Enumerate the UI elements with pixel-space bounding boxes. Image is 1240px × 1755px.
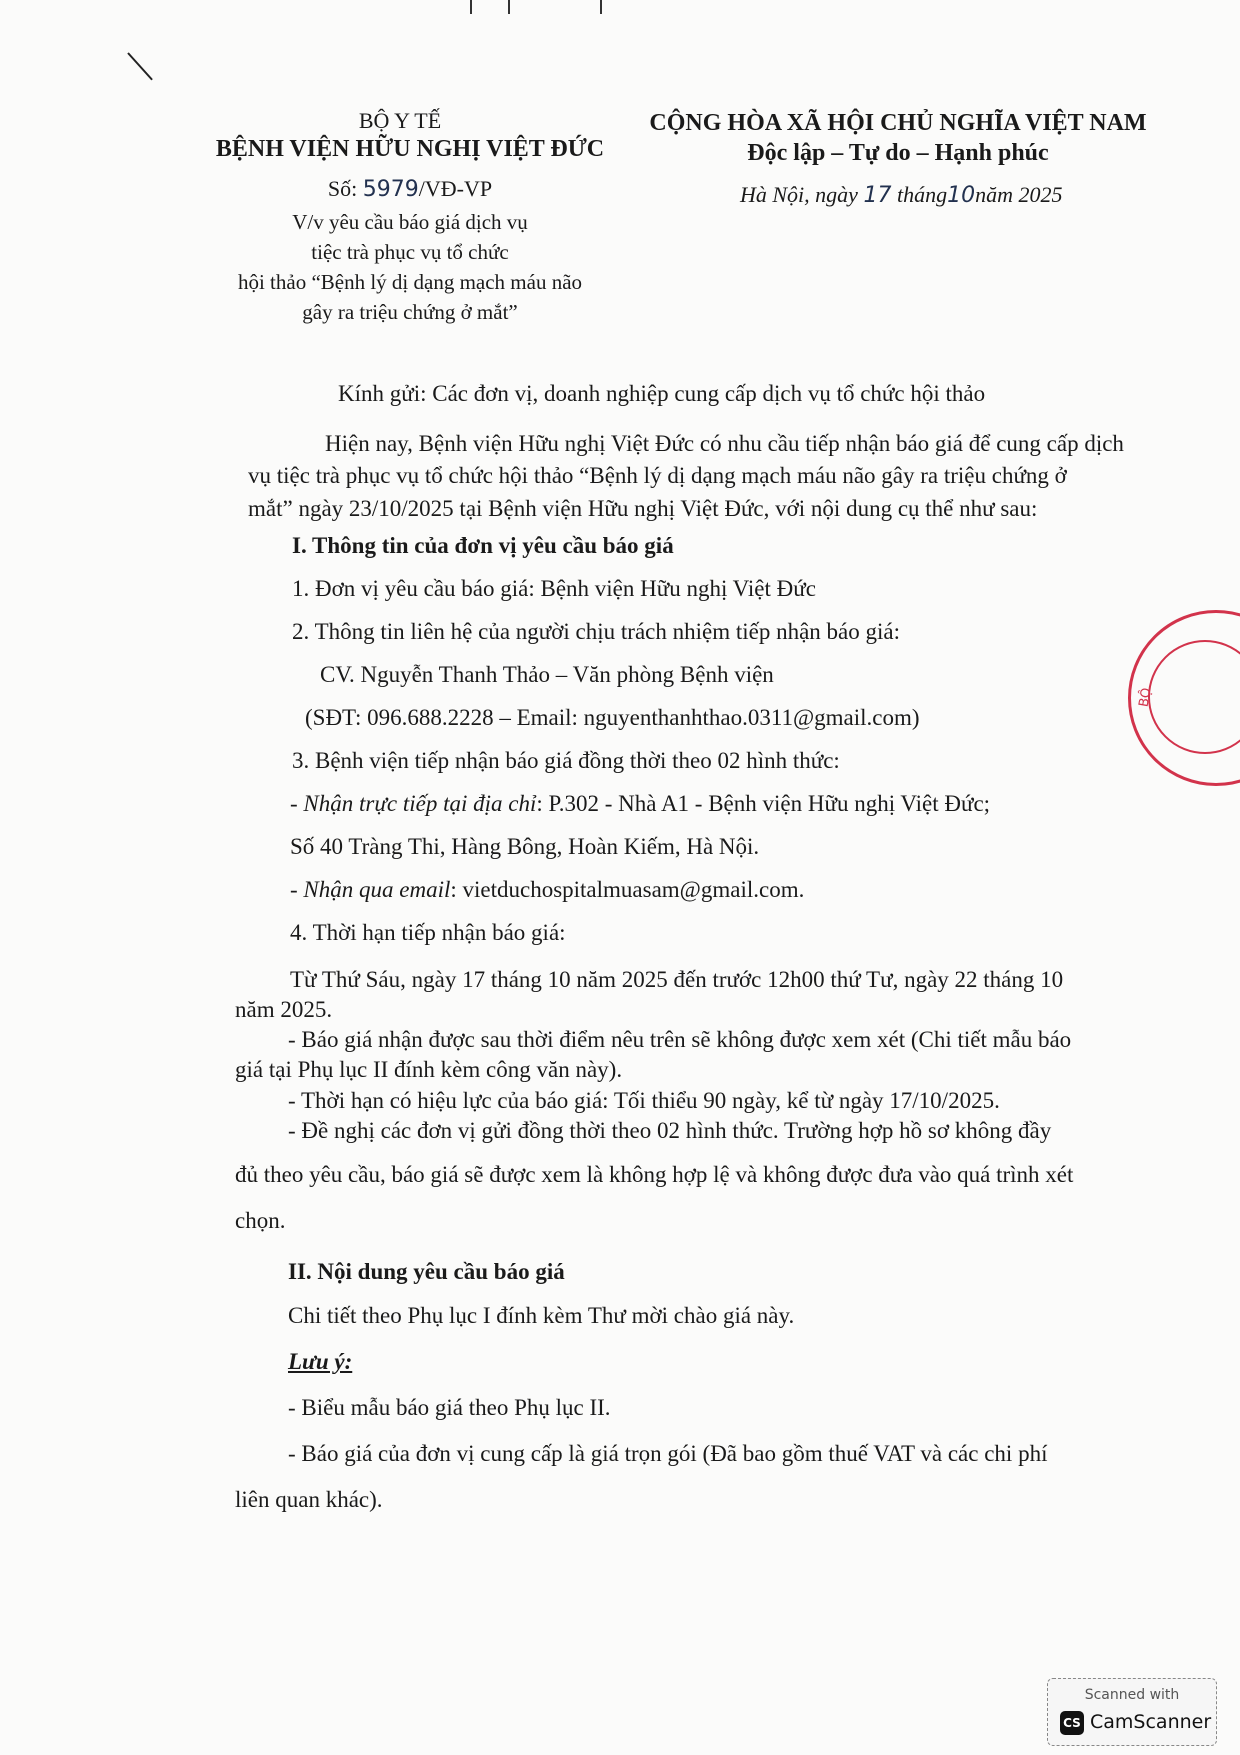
doc-no-handwritten: 5979 [362, 177, 419, 202]
ministry-name: BỘ Y TẾ [358, 108, 442, 133]
camscanner-name: CamScanner [1090, 1711, 1212, 1733]
contact-info: (SĐT: 096.688.2228 – Email: nguyenthanhthao.0311@gmail.com) [305, 705, 920, 730]
email-label: - Nhận qua email [290, 877, 451, 902]
section-1-item-4: 4. Thời hạn tiếp nhận báo giá: [290, 920, 566, 945]
section-1-item-2: 2. Thông tin liên hệ của người chịu trách nhiệm tiếp nhận báo giá: [292, 619, 900, 644]
suggest-line-3: chọn. [235, 1208, 286, 1233]
direct-value: : P.302 - Nhà A1 - Bệnh viện Hữu nghị Việt Đức; [536, 791, 991, 816]
date-day-handwritten: 17 [863, 183, 892, 208]
note-label: Lưu ý: [288, 1349, 353, 1374]
subject-line-3: hội thảo “Bệnh lý dị dạng mạch máu não [237, 270, 583, 294]
note-line-2: - Báo giá của đơn vị cung cấp là giá trọn gói (Đã bao gồm thuế VAT và các chi phí [288, 1441, 1048, 1466]
section-2-heading: II. Nội dung yêu cầu báo giá [288, 1259, 565, 1284]
late-line-2: giá tại Phụ lục II đính kèm công văn này). [235, 1057, 623, 1082]
intro-line-3: mắt” ngày 23/10/2025 tại Bệnh viện Hữu nghị Việt Đức, với nội dung cụ thể như sau: [248, 496, 1038, 521]
official-stamp-text: BỘ [1136, 686, 1155, 709]
doc-no-label: Số: [327, 176, 363, 201]
salutation: Kính gửi: Các đơn vị, doanh nghiệp cung cấp dịch vụ tổ chức hội thảo [338, 381, 986, 406]
document-number [200, 176, 620, 202]
suggest-line-1: - Đề nghị các đơn vị gửi đồng thời theo 02 hình thức. Trường hợp hồ sơ không đầy [288, 1118, 1052, 1143]
direct-label: - Nhận trực tiếp tại địa chỉ [290, 791, 537, 816]
validity-line: - Thời hạn có hiệu lực của báo giá: Tối thiểu 90 ngày, kể từ ngày 17/10/2025. [288, 1088, 1000, 1113]
late-line-1: - Báo giá nhận được sau thời điểm nêu trên sẽ không được xem xét (Chi tiết mẫu báo [288, 1027, 1072, 1052]
direct-delivery [290, 791, 990, 817]
camscanner-logo-icon: CS [1060, 1711, 1084, 1735]
doc-no-suffix: /VĐ-VP [418, 176, 493, 201]
contact-name: CV. Nguyễn Thanh Thảo – Văn phòng Bệnh viện [320, 662, 774, 687]
deadline-line-1: Từ Thứ Sáu, ngày 17 tháng 10 năm 2025 đến trước 12h00 thứ Tư, ngày 22 tháng 10 [290, 967, 1064, 992]
email-value: : vietduchospitalmuasam@gmail.com. [450, 877, 805, 902]
country-name: CỘNG HÒA XÃ HỘI CHỦ NGHĨA VIỆT NAM [649, 110, 1147, 136]
issue-date [740, 182, 1062, 208]
section-1-item-3: 3. Bệnh viện tiếp nhận báo giá đồng thời theo 02 hình thức: [292, 748, 840, 773]
suggest-line-2: đủ theo yêu cầu, báo giá sẽ được xem là không hợp lệ và không được đưa vào quá trình xét [235, 1162, 1074, 1187]
intro-line-1: Hiện nay, Bệnh viện Hữu nghị Việt Đức có nhu cầu tiếp nhận báo giá để cung cấp dịch [325, 431, 1124, 456]
national-motto: Độc lập – Tự do – Hạnh phúc [747, 140, 1049, 166]
intro-line-2: vụ tiệc trà phục vụ tổ chức hội thảo “Bệnh lý dị dạng mạch máu não gây ra triệu chứng ở [248, 463, 1067, 488]
note-line-1: - Biểu mẫu báo giá theo Phụ lục II. [288, 1395, 611, 1420]
scan-mark [127, 52, 153, 80]
date-prefix: Hà Nội, ngày [740, 182, 864, 207]
email-delivery [290, 877, 804, 903]
deadline-line-2: năm 2025. [235, 997, 333, 1022]
hospital-name: BỆNH VIỆN HỮU NGHỊ VIỆT ĐỨC [215, 136, 605, 162]
section-2-body: Chi tiết theo Phụ lục I đính kèm Thư mời chào giá này. [288, 1303, 795, 1328]
section-1-heading: I. Thông tin của đơn vị yêu cầu báo giá [292, 533, 674, 558]
date-month-handwritten: 10 [947, 183, 976, 208]
subject-line-1: V/v yêu cầu báo giá dịch vụ [292, 210, 528, 234]
subject-line-2: tiệc trà phục vụ tổ chức [311, 240, 509, 264]
section-1-item-1: 1. Đơn vị yêu cầu báo giá: Bệnh viện Hữu nghị Việt Đức [292, 576, 816, 601]
date-month-label: tháng [891, 182, 948, 207]
date-year: năm 2025 [975, 182, 1063, 207]
camscanner-badge [1047, 1678, 1217, 1746]
scanned-with-label: Scanned with [1084, 1687, 1180, 1703]
subject-line-4: gây ra triệu chứng ở mắt” [302, 300, 518, 324]
note-line-3: liên quan khác). [235, 1487, 383, 1512]
address-line-2: Số 40 Tràng Thi, Hàng Bông, Hoàn Kiếm, Hà Nội. [290, 834, 760, 859]
